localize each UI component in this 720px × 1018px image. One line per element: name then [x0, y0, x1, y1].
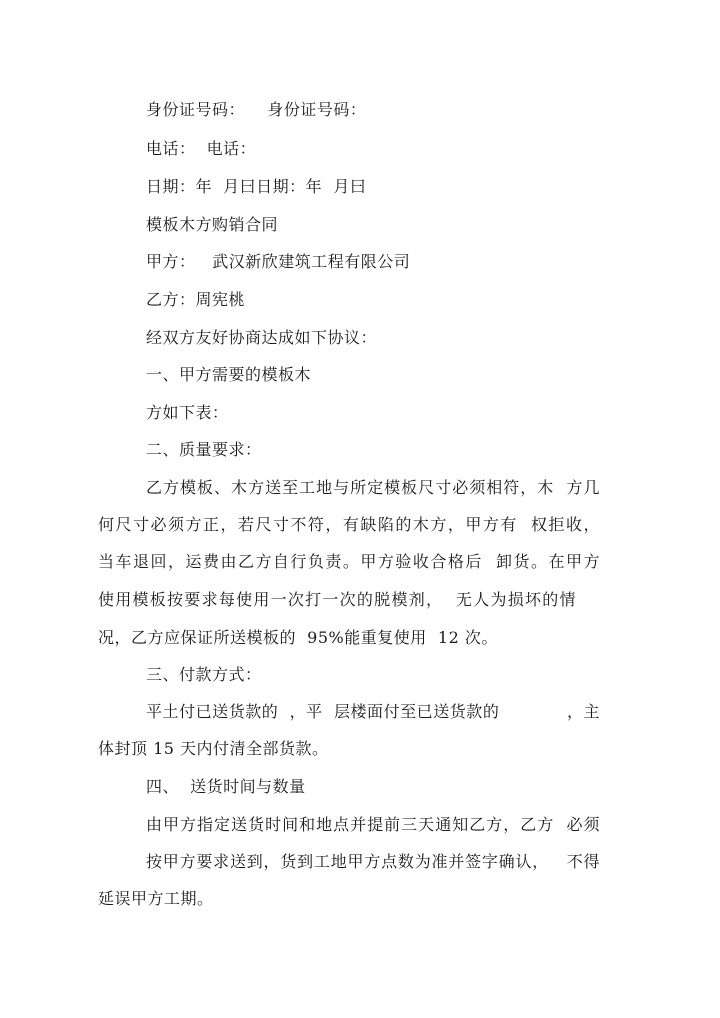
party-a-line: 甲方： 武汉新欣建筑工程有限公司: [146, 252, 411, 271]
phone-line: 电话： 电话：: [146, 139, 257, 158]
section-2-heading: 二、质量要求：: [146, 440, 262, 459]
quality-paragraph-line-1: 乙方模板、木方送至工地与所定模板尺寸必须相符，木 方几: [146, 478, 600, 497]
quality-paragraph-line-4: 使用模板按要求每使用一次打一次的脱模剂， 无人为损坏的情: [98, 590, 576, 609]
quality-paragraph-line-2: 何尺寸必须方正，若尺寸不符，有缺陷的木方，甲方有 权拒收，: [98, 515, 600, 534]
payment-paragraph-line-1: 平土付已送货款的 ，平 层楼面付至已送货款的 ，主: [146, 702, 600, 721]
section-1-text: 方如下表：: [146, 403, 229, 422]
id-number-line: 身份证号码： 身份证号码：: [146, 100, 367, 119]
delivery-paragraph-line-1: 由甲方指定送货时间和地点并提前三天通知乙方，乙方 必须: [146, 815, 600, 834]
party-b-line: 乙方：周宪桃: [146, 290, 246, 309]
quality-paragraph-line-3: 当车退回，运费由乙方自行负责。甲方验收合格后 卸货。在甲方: [98, 552, 600, 571]
section-4-heading: 四、 送货时间与数量: [146, 777, 306, 796]
quality-paragraph-line-5: 况，乙方应保证所送模板的 95%能重复使用 12 次。: [98, 628, 498, 647]
contract-title: 模板木方购销合同: [146, 215, 279, 234]
delivery-paragraph-line-2: 按甲方要求送到，货到工地甲方点数为准并签字确认， 不得: [146, 852, 600, 871]
agreement-intro: 经双方友好协商达成如下协议：: [146, 328, 378, 347]
section-3-heading: 三、付款方式：: [146, 665, 262, 684]
delivery-paragraph-line-3: 延误甲方工期。: [98, 889, 214, 908]
date-line: 日期：年 月曰日期：年 月曰: [146, 177, 367, 196]
payment-paragraph-line-2: 体封顶 15 天内付清全部货款。: [98, 739, 329, 758]
section-1-heading: 一、甲方需要的模板木: [146, 365, 312, 384]
